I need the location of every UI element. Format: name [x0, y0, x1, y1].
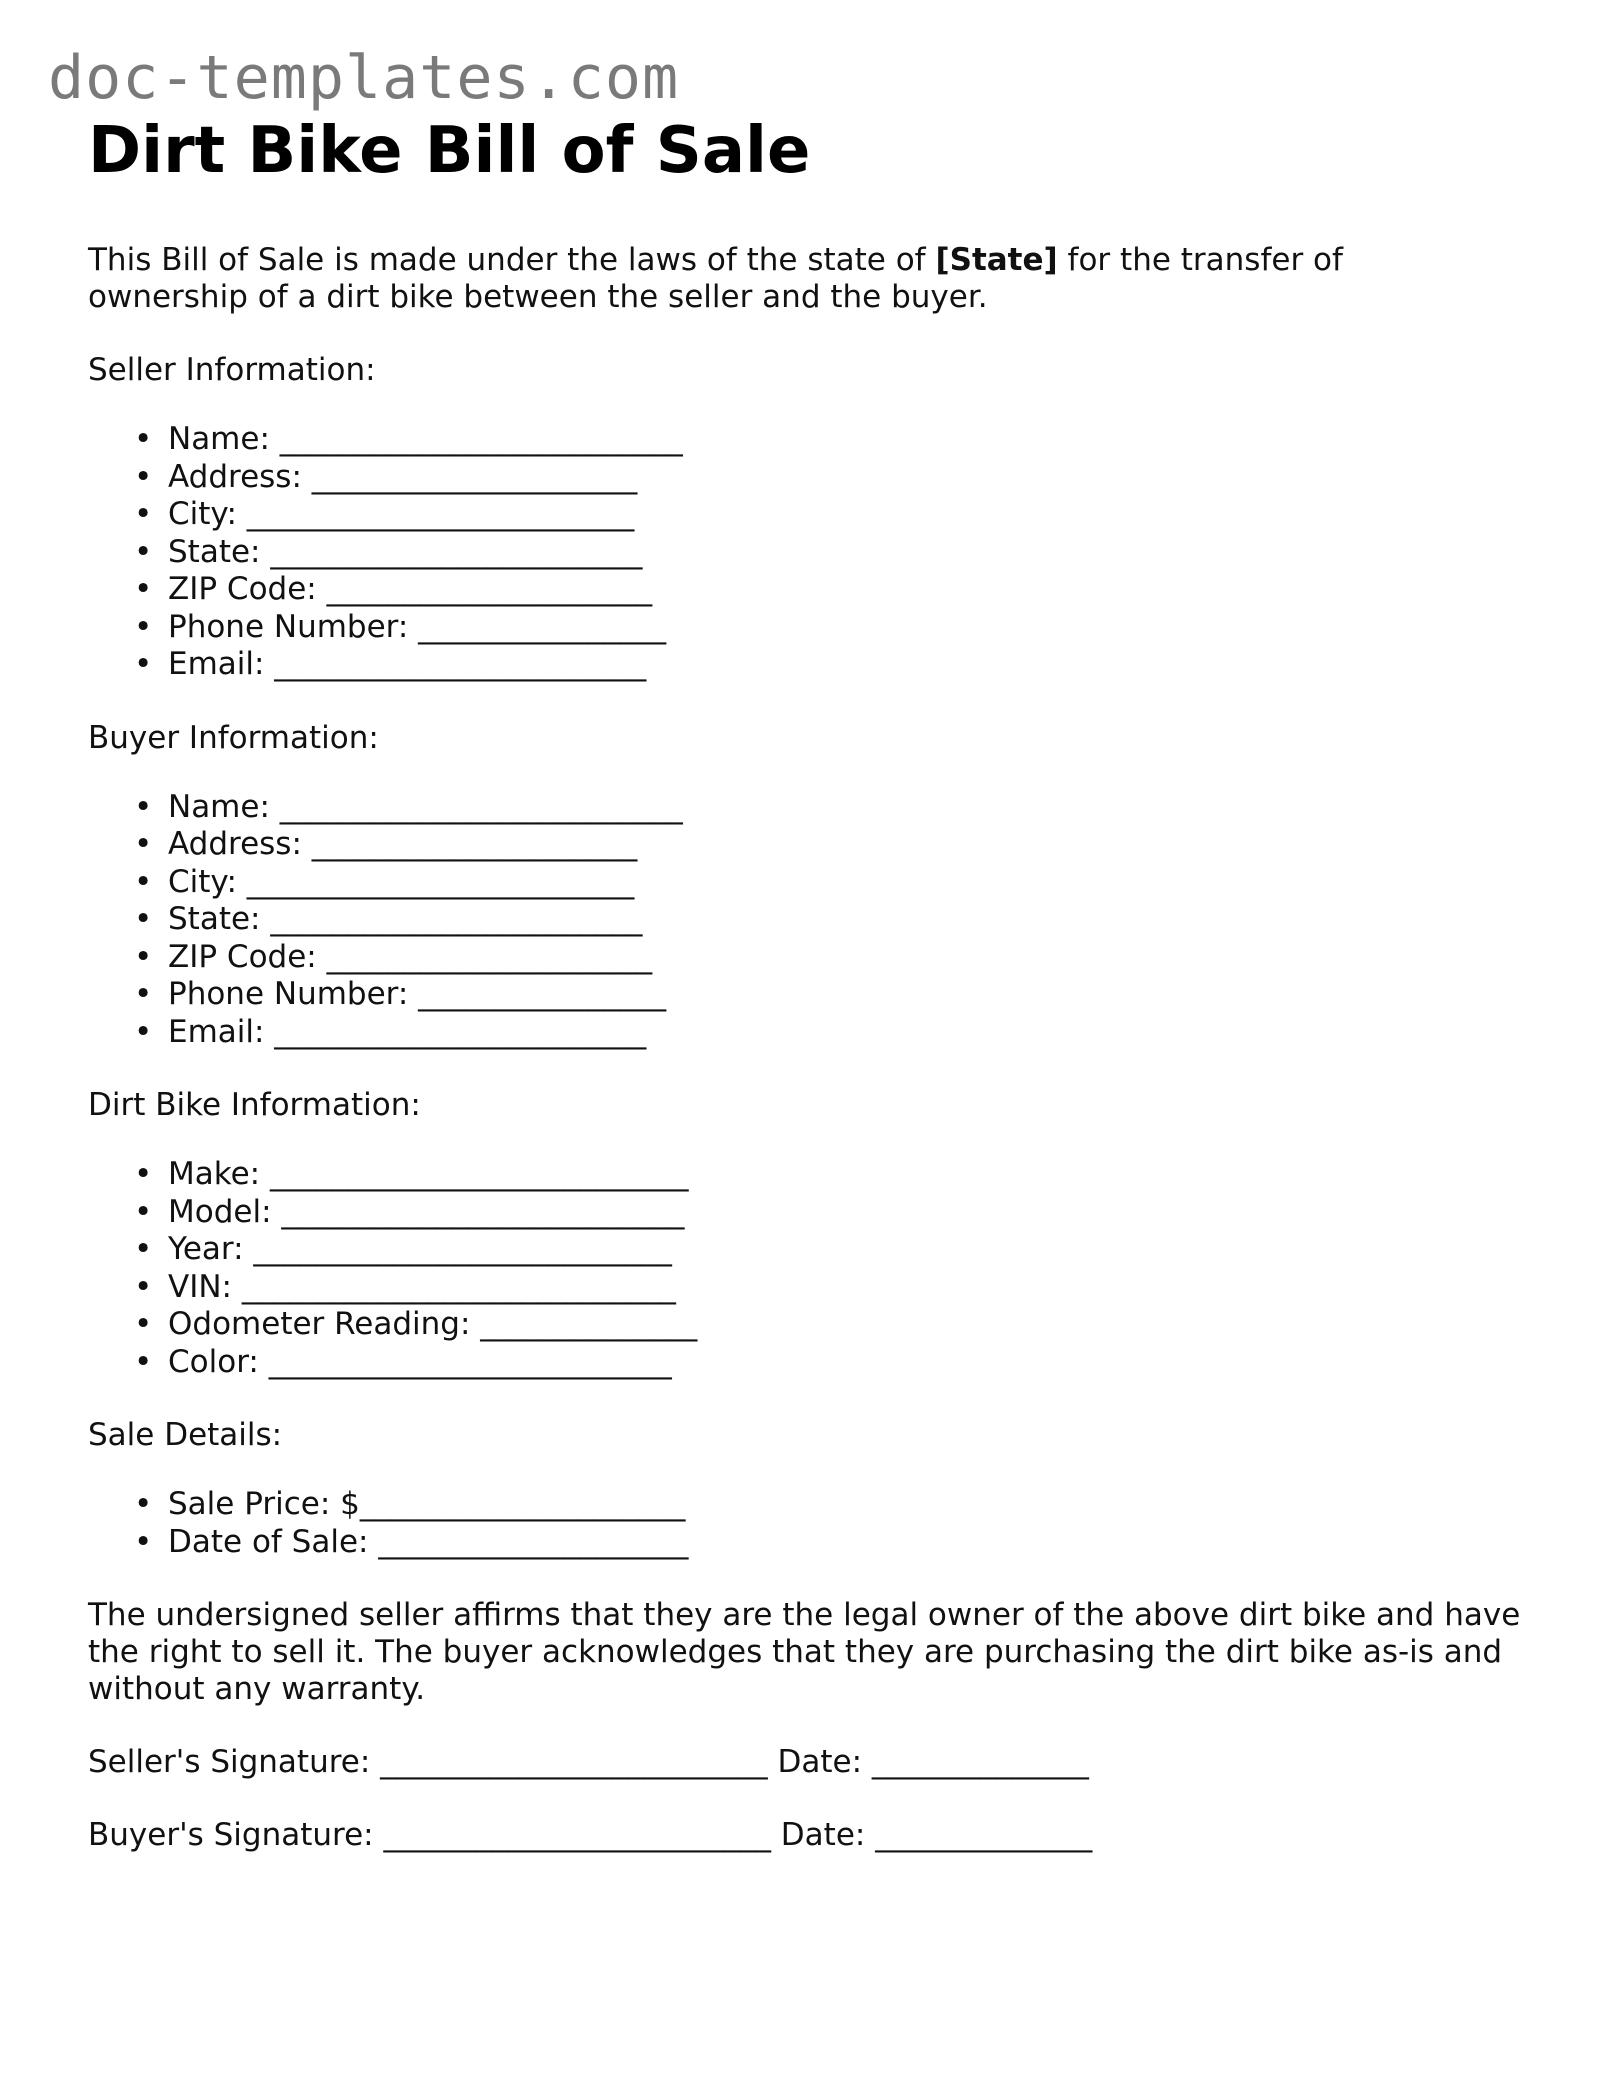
bullet-icon: • — [134, 901, 153, 937]
document-body — [88, 112, 1528, 1854]
seller-email-field[interactable] — [134, 646, 1528, 684]
document-title: Dirt Bike Bill of Sale — [88, 114, 811, 188]
intro-text-after: for the transfer of ownership of a dirt bike between the seller and the buyer. — [88, 242, 1343, 315]
field-text: Name: __________________________ — [168, 788, 683, 825]
sale-section-heading: Sale Details: — [88, 1417, 283, 1453]
bullet-icon: • — [134, 863, 153, 900]
bullet-icon: • — [134, 1156, 153, 1192]
buyer-city-field[interactable] — [134, 864, 1528, 902]
buyer-phone-field[interactable] — [134, 976, 1528, 1014]
bullet-icon: • — [134, 1343, 153, 1380]
field-text: Email: ________________________ — [168, 1013, 647, 1050]
intro-paragraph — [88, 242, 1488, 316]
seller-section-heading: Seller Information: — [88, 352, 376, 388]
bullet-icon: • — [134, 1523, 153, 1560]
field-text: Year: ___________________________ — [168, 1231, 672, 1267]
field-text: Model: __________________________ — [168, 1193, 685, 1230]
bullet-icon: • — [134, 646, 153, 682]
bullet-icon: • — [134, 1486, 153, 1522]
field-text: Phone Number: ________________ — [168, 976, 667, 1012]
state-placeholder: [State] — [935, 242, 1058, 278]
bullet-icon: • — [134, 826, 153, 862]
field-text: Phone Number: ________________ — [168, 608, 667, 645]
bullet-icon: • — [134, 1268, 153, 1305]
bullet-icon: • — [134, 1193, 153, 1230]
bike-make-field[interactable] — [134, 1156, 1528, 1194]
bullet-icon: • — [134, 571, 153, 607]
watermark: doc-templates.com — [48, 43, 680, 113]
field-text: Date of Sale: ____________________ — [168, 1523, 689, 1560]
bike-color-field[interactable] — [134, 1344, 1528, 1382]
sale-fields-list — [88, 1486, 1528, 1561]
sale-date-field[interactable] — [134, 1524, 1528, 1562]
buyer-address-field[interactable] — [134, 826, 1528, 864]
bike-vin-field[interactable] — [134, 1269, 1528, 1307]
buyer-zip-field[interactable] — [134, 939, 1528, 977]
bike-year-field[interactable] — [134, 1231, 1528, 1269]
field-text: Address: _____________________ — [168, 826, 638, 862]
bullet-icon: • — [134, 1013, 153, 1050]
field-text: ZIP Code: _____________________ — [168, 571, 653, 607]
field-text: Make: ___________________________ — [168, 1156, 689, 1192]
bullet-icon: • — [134, 608, 153, 645]
bullet-icon: • — [134, 421, 153, 457]
bullet-icon: • — [134, 533, 153, 570]
buyer-state-field[interactable] — [134, 901, 1528, 939]
seller-city-field[interactable] — [134, 496, 1528, 534]
field-text: Address: _____________________ — [168, 458, 638, 495]
bullet-icon: • — [134, 1231, 153, 1267]
seller-name-field[interactable] — [134, 421, 1528, 459]
field-text: State: ________________________ — [168, 533, 643, 570]
buyer-name-field[interactable] — [134, 789, 1528, 827]
bullet-icon: • — [134, 496, 153, 532]
bullet-icon: • — [134, 938, 153, 975]
seller-phone-field[interactable] — [134, 609, 1528, 647]
seller-signature-line[interactable]: Seller's Signature: _________________________ Date: ______________ — [88, 1744, 1089, 1780]
field-text: Email: ________________________ — [168, 646, 647, 682]
buyer-section-heading: Buyer Information: — [88, 719, 379, 756]
field-text: City: _________________________ — [168, 496, 635, 532]
bullet-icon: • — [134, 976, 153, 1012]
field-text: ZIP Code: _____________________ — [168, 938, 653, 975]
buyer-email-field[interactable] — [134, 1014, 1528, 1052]
seller-zip-field[interactable] — [134, 571, 1528, 609]
seller-address-field[interactable] — [134, 459, 1528, 497]
seller-fields-list — [88, 421, 1528, 684]
bike-odometer-field[interactable] — [134, 1306, 1528, 1344]
field-text: City: _________________________ — [168, 863, 635, 900]
bullet-icon: • — [134, 1306, 153, 1342]
sale-price-field[interactable] — [134, 1486, 1528, 1524]
bike-fields-list — [88, 1156, 1528, 1381]
seller-state-field[interactable] — [134, 534, 1528, 572]
affirmation-statement: The undersigned seller affirms that they are the legal owner of the above dirt bike and have the right to sell it. The buyer acknowledges that they are purchasing the dirt bike as-is and without any warranty. — [88, 1597, 1521, 1707]
buyer-signature-line[interactable]: Buyer's Signature: _________________________ Date: ______________ — [88, 1817, 1093, 1853]
intro-text-before: This Bill of Sale is made under the laws of the state of — [88, 242, 936, 278]
field-text: State: ________________________ — [168, 901, 643, 937]
field-text: VIN: ____________________________ — [168, 1268, 676, 1305]
bike-section-heading: Dirt Bike Information: — [88, 1087, 421, 1123]
field-text: Sale Price: $_____________________ — [168, 1486, 686, 1522]
field-text: Name: __________________________ — [168, 421, 683, 457]
field-text: Odometer Reading: ______________ — [168, 1306, 698, 1342]
bullet-icon: • — [134, 788, 153, 825]
buyer-fields-list — [88, 789, 1528, 1052]
field-text: Color: __________________________ — [168, 1343, 672, 1380]
bike-model-field[interactable] — [134, 1194, 1528, 1232]
bullet-icon: • — [134, 458, 153, 495]
